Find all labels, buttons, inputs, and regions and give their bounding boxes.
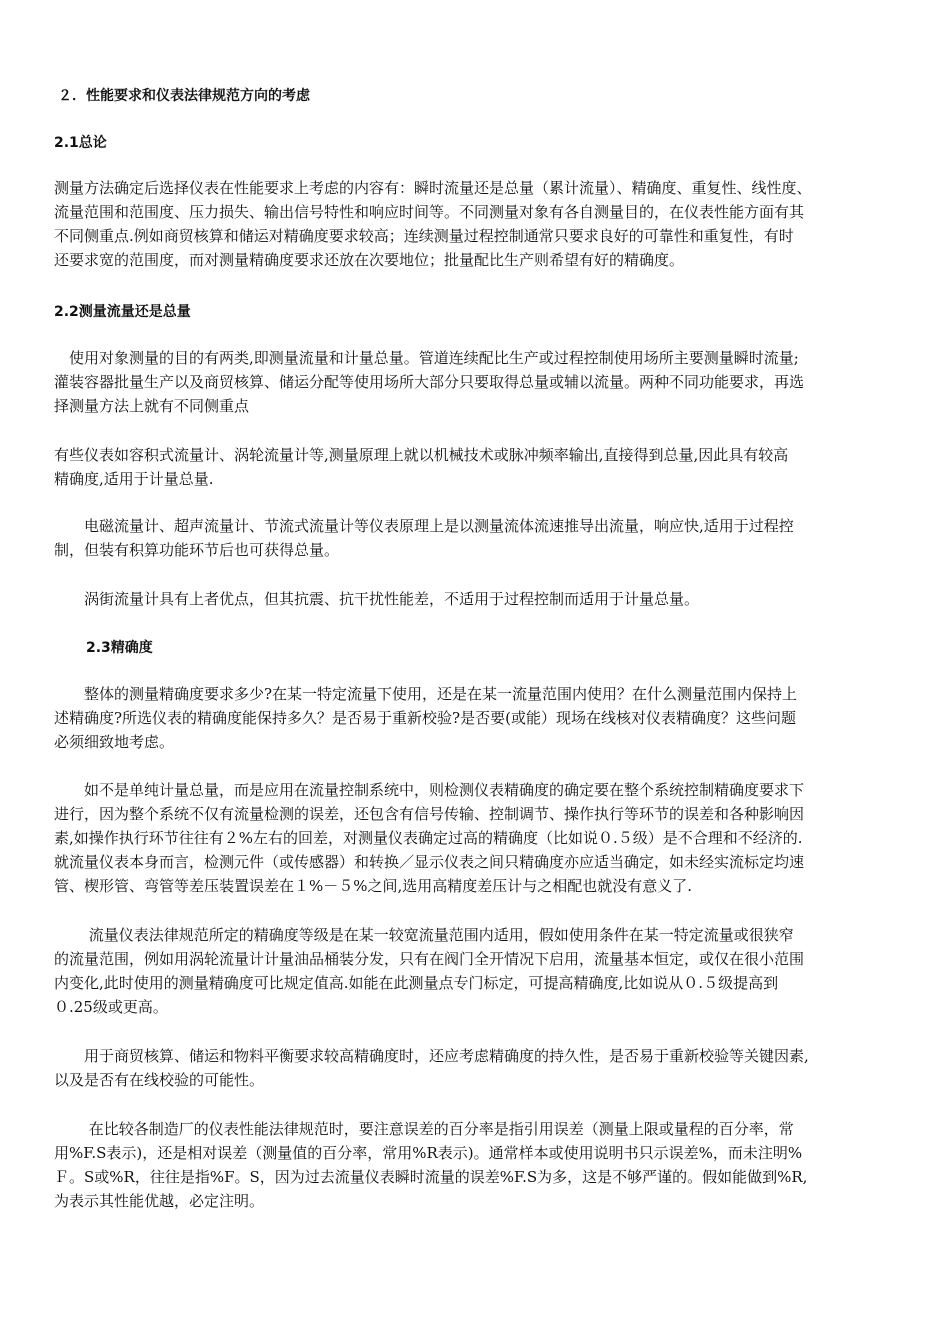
text-line: 还要求宽的范围度，而对测量精确度要求还放在次要地位；批量配比生产则希望有好的精确度。 <box>54 251 685 269</box>
paragraph-2-3-c <box>54 923 914 1019</box>
section-heading-2-3: 2.3精确度 <box>86 640 153 656</box>
text-line: 内变化,此时使用的测量精确度可比规定值高.如能在此测量点专门标定，可提高精确度,比如说从０.５级提高到 <box>54 974 779 992</box>
text-line: ０.25级或更高。 <box>54 998 168 1016</box>
text-line: 流量仪表法律规范所定的精确度等级是在某一较宽流量范围内适用，假如使用条件在某一特定流量或很狭窄 <box>54 926 794 944</box>
text-line: 涡街流量计具有上者优点，但其抗震、抗干扰性能差，不适用于过程控制而适用于计量总量。 <box>54 590 700 608</box>
text-line: 就流量仪表本身而言，检测元件（或传感器）和转换／显示仪表之间只精确度亦应适当确定，如未经实流标定均速 <box>54 853 805 871</box>
text-line: 述精确度?所选仪表的精确度能保持多久？是否易于重新校验?是否要(或能）现场在线核对仪表精确度？这些问题 <box>54 709 796 727</box>
paragraph-2-3-d <box>54 1044 914 1092</box>
text-line: 素,如操作执行环节往往有２%左右的回差，对测量仪表确定过高的精确度（比如说０.５级）是不合理和不经济的. <box>54 829 803 847</box>
text-line: 管、楔形管、弯管等差压装置误差在１%－５%之间,选用高精度差压计与之相配也就没有意义了. <box>54 877 693 895</box>
text-line: 在比较各制造厂的仪表性能法律规范时，要注意误差的百分率是指引用误差（测量上限或量程的百分率，常 <box>54 1120 794 1138</box>
text-line: 精确度,适用于计量总量. <box>54 470 214 488</box>
text-line: 制，但装有积算功能环节后也可获得总量。 <box>54 541 340 559</box>
text-line: 为表示其性能优越，必定注明。 <box>54 1192 265 1210</box>
text-line: 进行，因为整个系统不仅有流量检测的误差，还包含有信号传输、控制调节、操作执行等环节的误差和各种影响因 <box>54 805 805 823</box>
paragraph-2-3-e <box>54 1117 914 1213</box>
text-line: Ｆ。S或%R，往往是指%F。S，因为过去流量仪表瞬时流量的误差%F.S为多，这是不够严谨的。假如能做到%R, <box>54 1168 808 1186</box>
section-heading-2-1: 2.1总论 <box>54 135 107 151</box>
paragraph-2-3-b <box>54 778 914 898</box>
text-line: 必须细致地考虑。 <box>54 733 175 751</box>
text-line: 用于商贸核算、储运和物料平衡要求较高精确度时，还应考虑精确度的持久性，是否易于重新校验等关键因素, <box>54 1047 809 1065</box>
text-line: 如不是单纯计量总量，而是应用在流量控制系统中，则检测仪表精确度的确定要在整个系统控制精确度要求下 <box>54 781 805 799</box>
section-heading-2: ２．性能要求和仪表法律规范方向的考虑 <box>58 88 310 104</box>
paragraph-2-2-d <box>54 587 914 611</box>
text-line: 整体的测量精确度要求多少?在某一特定流量下使用，还是在某一流量范围内使用？在什么测量范围内保持上 <box>54 685 798 703</box>
text-line: 的流量范围，例如用涡轮流量计计量油品桶装分发，只有在阀门全开情况下启用，流量基本恒定，或仅在很小范围 <box>54 950 805 968</box>
text-line: 以及是否有在线校验的可能性。 <box>54 1071 265 1089</box>
section-heading-2-2: 2.2测量流量还是总量 <box>54 304 191 320</box>
paragraph-2-2-c <box>54 514 914 562</box>
paragraph-2-2-a <box>54 346 914 418</box>
text-line: 用%F.S表示)，还是相对误差（测量值的百分率，常用%R表示)。通常样本或使用说明书只示误差%，而未注明% <box>54 1144 803 1162</box>
text-line: 有些仪表如容积式流量计、涡轮流量计等,测量原理上就以机械技术或脉冲频率输出,直接得到总量,因此具有较高 <box>54 446 789 464</box>
text-line: 灌装容器批量生产以及商贸核算、储运分配等使用场所大部分只要取得总量或辅以流量。两种不同功能要求，再选 <box>54 373 805 391</box>
paragraph-2-1 <box>54 176 914 272</box>
text-line: 测量方法确定后选择仪表在性能要求上考虑的内容有：瞬时流量还是总量（累计流量）、精确度、重复性、线性度、 <box>54 179 812 197</box>
text-line: 电磁流量计、超声流量计、节流式流量计等仪表原理上是以测量流体流速推导出流量，响应快,适用于过程控 <box>54 517 794 535</box>
paragraph-2-3-a <box>54 682 914 754</box>
text-line: 不同侧重点.例如商贸核算和储运对精确度要求较高；连续测量过程控制通常只要求良好的可靠性和重复性，有时 <box>54 227 794 245</box>
text-line: 使用对象测量的目的有两类,即测量流量和计量总量。管道连续配比生产或过程控制使用场所主要测量瞬时流量; <box>54 349 799 367</box>
paragraph-2-2-b <box>54 443 914 491</box>
text-line: 流量范围和范围度、压力损失、输出信号特性和响应时间等。不同测量对象有各自测量目的，在仪表性能方面有其 <box>54 203 805 221</box>
text-line: 择测量方法上就有不同侧重点 <box>54 397 250 415</box>
